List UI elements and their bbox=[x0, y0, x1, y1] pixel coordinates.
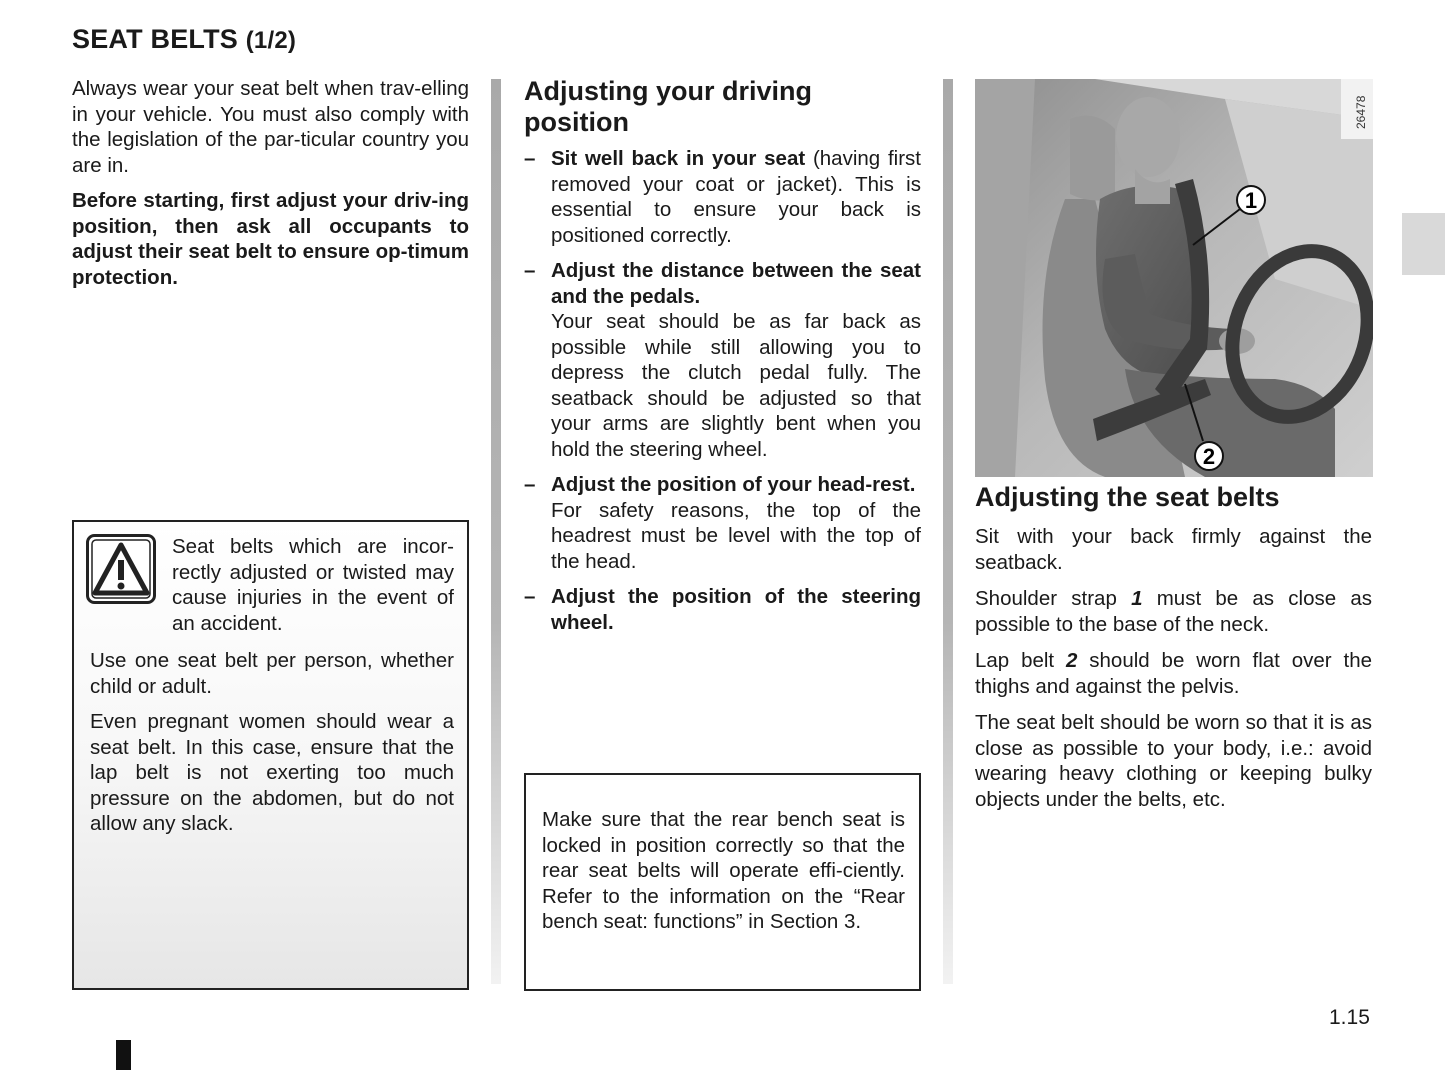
seat-belt-illustration bbox=[975, 79, 1373, 477]
p2-number: 1 bbox=[1131, 587, 1143, 610]
warning-triangle-icon bbox=[86, 534, 156, 604]
seat-belts-paragraph-1: Sit with your back firmly against the seatback. bbox=[975, 525, 1372, 574]
title-page-indicator: (1/2) bbox=[245, 27, 297, 54]
title-text: SEAT BELTS bbox=[72, 24, 239, 54]
callout-1: 1 bbox=[1244, 188, 1258, 213]
list-item-bold: Adjust the position of your head-rest. bbox=[551, 473, 916, 496]
warning-text-3: Even pregnant women should wear a seat belt. In this case, ensure that the lap belt is not exerting too much pressure on the abdomen, but do not allow any slack. bbox=[90, 710, 454, 835]
list-item-bold: Adjust the position of the steering wheel. bbox=[551, 585, 921, 634]
warning-box bbox=[72, 520, 469, 990]
column-divider-right bbox=[943, 79, 953, 984]
list-dash: – bbox=[524, 473, 536, 496]
list-dash: – bbox=[524, 259, 536, 282]
list-item-text: Your seat should be as far back as possible while still allowing you to depress the clutch pedal fully. The seatback should be adjusted so that your arms are slightly bent when you hold the steering wheel. bbox=[551, 310, 921, 461]
warning-text-2: Use one seat belt per person, whether child or adult. bbox=[90, 649, 454, 698]
note-text: Make sure that the rear bench seat is locked in position correctly so that the rear seat belts will operate effi-ciently. Refer to the information on the “Rear bench seat: functions” in Section 3. bbox=[542, 808, 905, 933]
intro-section bbox=[72, 76, 469, 300]
p2-text-post: must be as close as possible to the base of the neck. bbox=[975, 587, 1372, 636]
list-item-text: For safety reasons, the top of the headrest must be level with the top of the head. bbox=[551, 498, 921, 573]
seat-belts-paragraph-4: The seat belt should be worn so that it is as close as possible to your body, i.e.: avoid wearing heavy clothing or keeping bulky objects under the belts, etc. bbox=[975, 711, 1372, 811]
note-box bbox=[524, 773, 921, 991]
p3-text-pre: Lap belt bbox=[975, 649, 1066, 672]
p2-text-pre: Shoulder strap bbox=[975, 587, 1132, 610]
list-item-bold: Sit well back in your seat bbox=[551, 147, 806, 170]
intro-bold-paragraph: Before starting, first adjust your driv-ing position, then ask all occupants to adjust their seat belt to ensure op-timum protection. bbox=[72, 189, 469, 289]
list-item-text: (having first removed your coat or jacket). This is essential to ensure your back is positioned correctly. bbox=[551, 147, 921, 247]
p3-text-post: should be worn flat over the thighs and against the pelvis. bbox=[975, 649, 1372, 698]
seat-belts-heading: Adjusting the seat belts bbox=[975, 482, 1280, 512]
list-item bbox=[524, 472, 921, 574]
registration-mark bbox=[116, 1040, 131, 1070]
list-dash: – bbox=[524, 585, 536, 608]
callout-2: 2 bbox=[1202, 444, 1216, 469]
list-item bbox=[524, 258, 921, 462]
section-thumb-tab bbox=[1402, 213, 1445, 275]
driving-position-heading: Adjusting your driving position bbox=[524, 76, 812, 137]
p3-number: 2 bbox=[1066, 649, 1078, 672]
list-item bbox=[524, 584, 921, 635]
list-item bbox=[524, 146, 921, 248]
column-divider-left bbox=[491, 79, 501, 984]
list-dash: – bbox=[524, 147, 536, 170]
image-number: 26478 bbox=[1354, 95, 1368, 129]
driving-position-list bbox=[524, 146, 921, 645]
intro-paragraph: Always wear your seat belt when trav-elling in your vehicle. You must also comply with the legislation of the par-ticular country you are in. bbox=[72, 77, 469, 177]
list-item-bold: Adjust the distance between the seat and the pedals. bbox=[551, 259, 921, 308]
seat-belts-paragraph-3 bbox=[975, 648, 1372, 699]
page-number: 1.15 bbox=[1329, 1006, 1370, 1029]
warning-text-1: Seat belts which are incor-rectly adjusted or twisted may cause injuries in the event of an accident. bbox=[172, 535, 454, 635]
seat-belts-paragraph-2 bbox=[975, 586, 1372, 637]
seat-belts-section bbox=[975, 524, 1372, 823]
page-title bbox=[72, 24, 296, 55]
